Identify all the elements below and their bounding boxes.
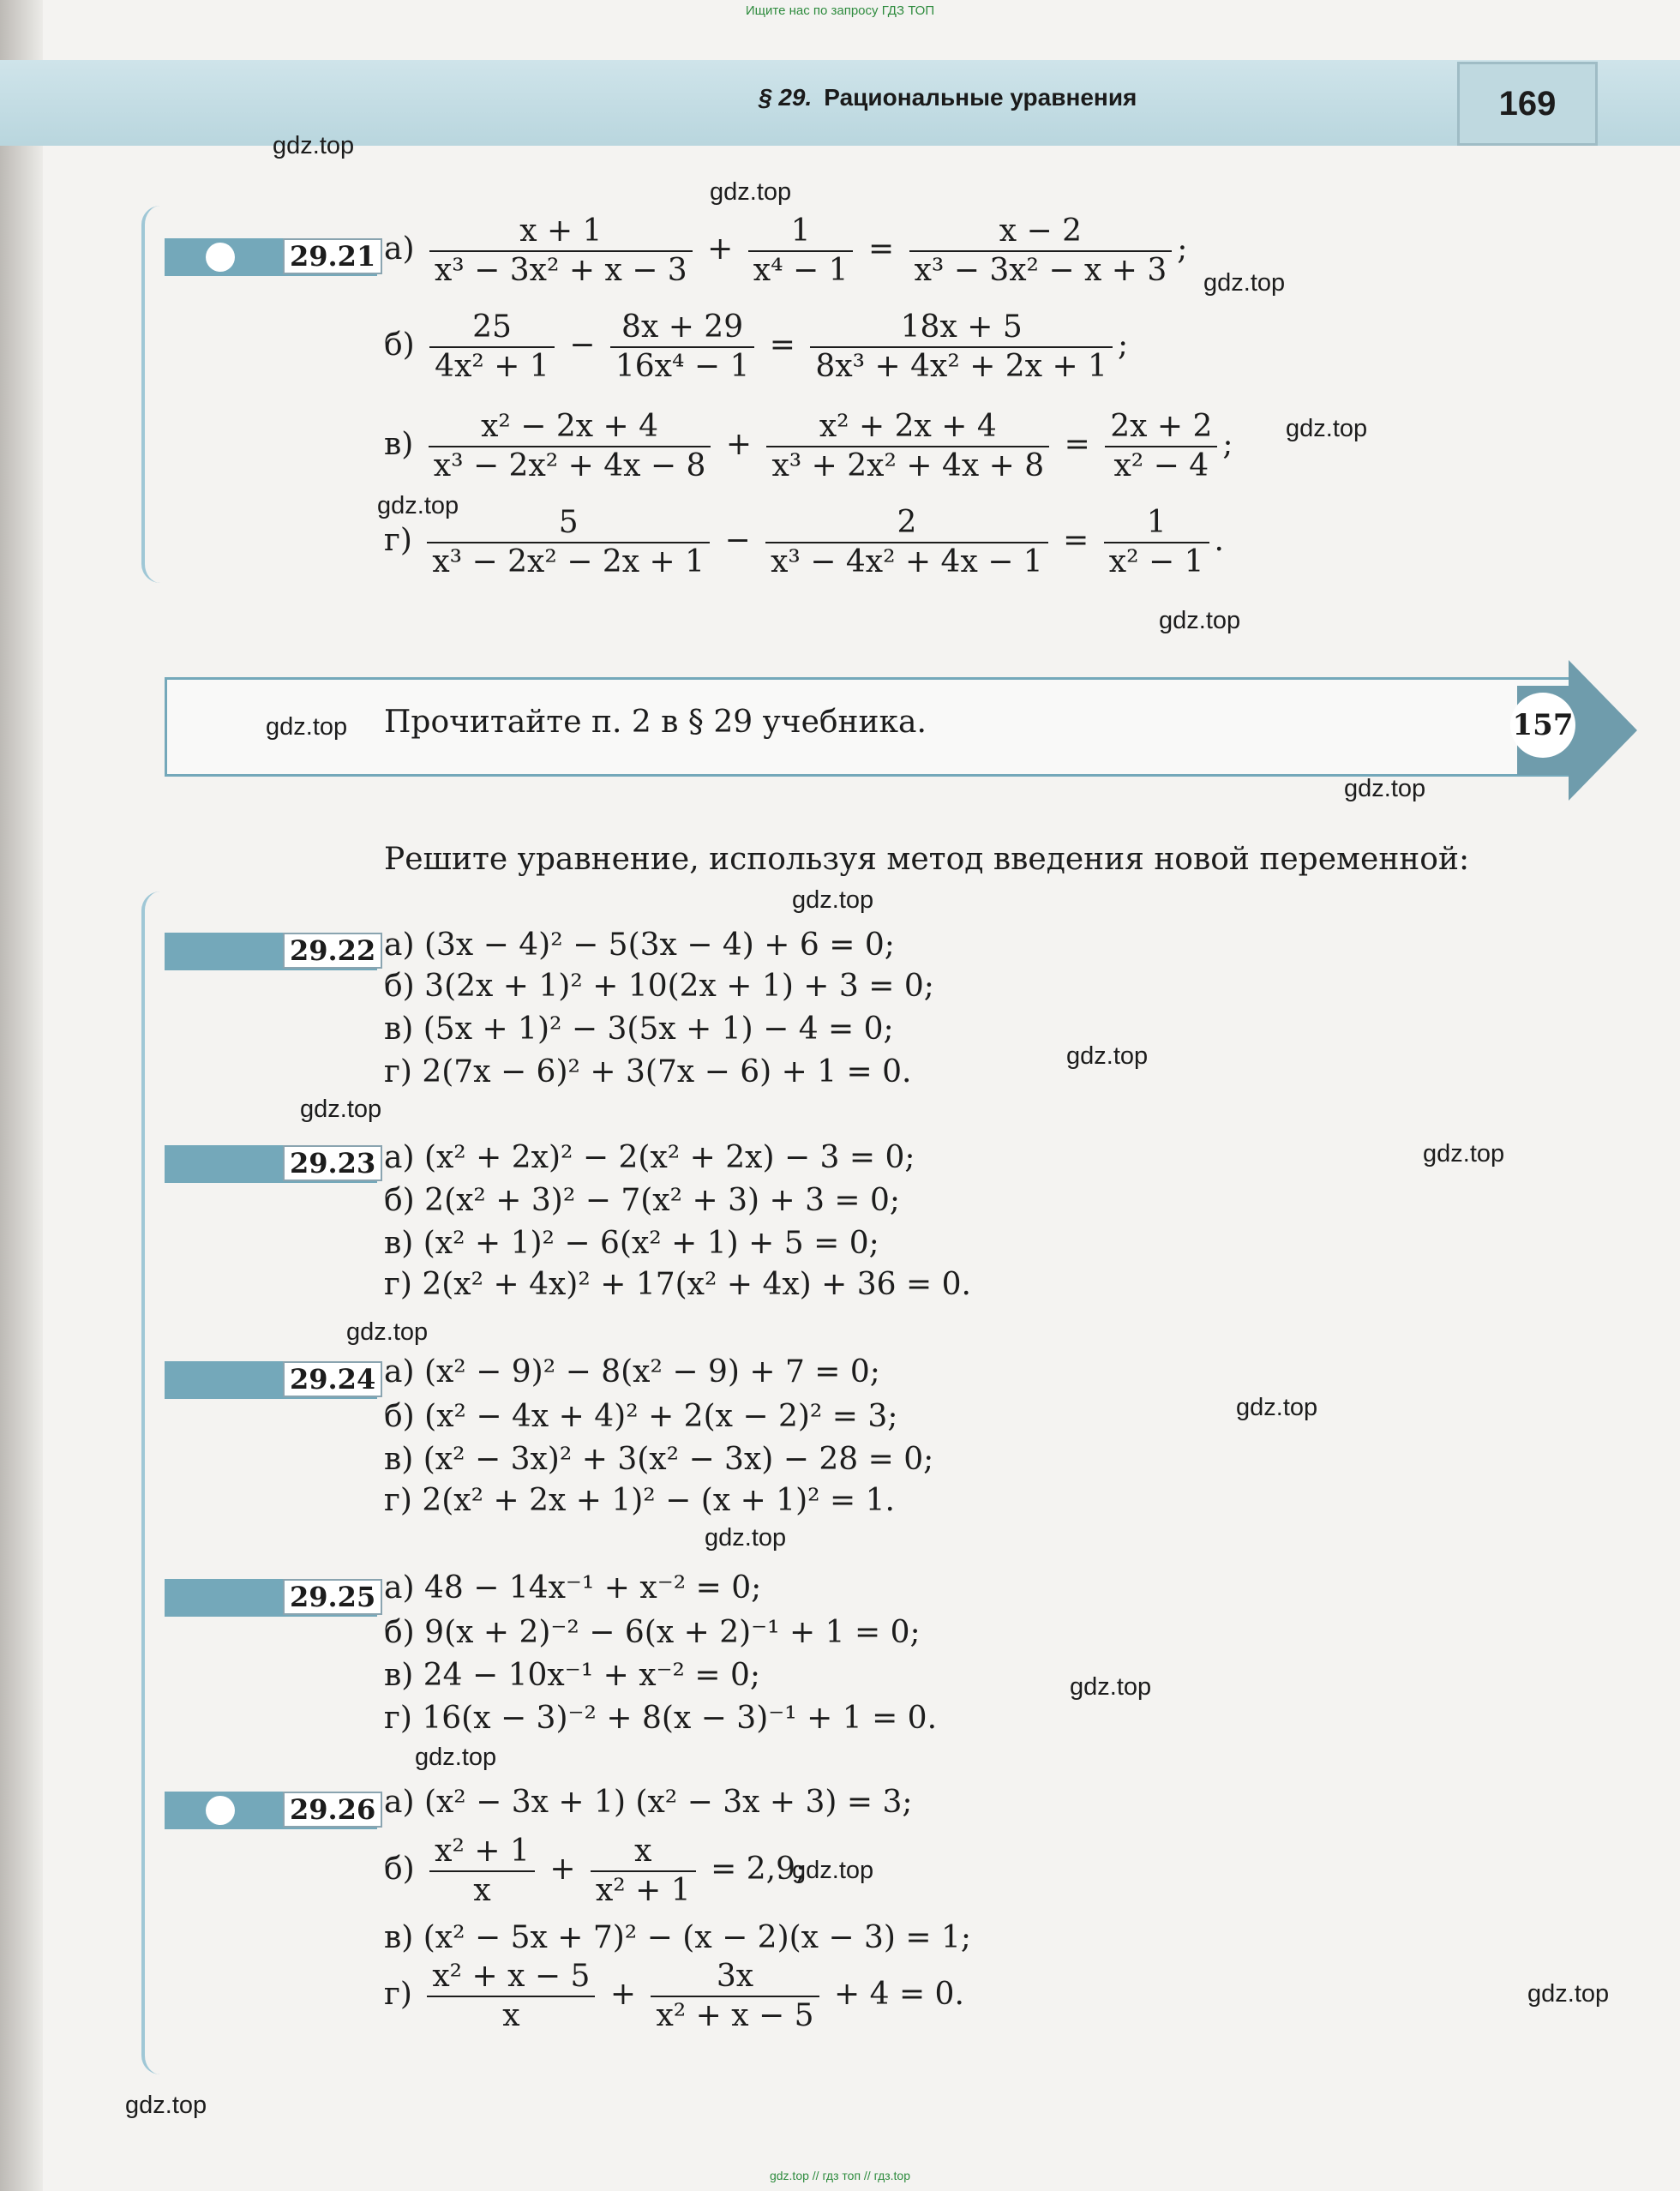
operator: − <box>724 523 751 558</box>
watermark: gdz.top <box>1070 1673 1152 1701</box>
denominator: x³ − 2x² − 2x + 1 <box>432 544 705 579</box>
task-number: 29.21 <box>283 238 382 274</box>
watermark: gdz.top <box>415 1744 497 1771</box>
numerator: 5 <box>427 504 710 543</box>
difficulty-circle-icon <box>206 1796 235 1825</box>
equation-29-25-g: г) 16(x − 3)⁻² + 8(x − 3)⁻¹ + 1 = 0. <box>384 1701 938 1736</box>
numerator: 25 <box>429 309 555 348</box>
textbook-page-reference: 157 <box>1510 693 1575 758</box>
numerator: 1 <box>748 213 854 252</box>
fraction <box>427 504 710 581</box>
denominator: x³ − 3x² + x − 3 <box>434 253 687 288</box>
difficulty-circle-icon <box>206 243 235 272</box>
task-number: 29.23 <box>283 1145 382 1181</box>
equation-29-21-v <box>384 408 1233 485</box>
fraction <box>1104 504 1209 581</box>
operator: + <box>549 1852 576 1887</box>
item-label: в) <box>384 427 414 462</box>
bottom-source-note: gdz.top // гдз топ // гдз.top <box>769 2169 911 2182</box>
watermark: gdz.top <box>1066 1042 1149 1070</box>
watermark: gdz.top <box>1423 1140 1505 1168</box>
numerator: 2x + 2 <box>1105 408 1217 447</box>
denominator: x³ − 3x² − x + 3 <box>914 253 1167 288</box>
watermark <box>1063 2117 1144 2146</box>
fraction <box>1105 408 1217 485</box>
operator: + <box>707 231 734 267</box>
punctuation: ; <box>1222 427 1233 462</box>
watermark: gdz.top <box>1236 1394 1318 1421</box>
task-number: 29.24 <box>283 1361 382 1397</box>
equation-29-23-v: в) (x² + 1)² − 6(x² + 1) + 5 = 0; <box>384 1226 879 1261</box>
equals-sign: = <box>769 327 795 363</box>
fraction <box>766 408 1049 485</box>
denominator: x² − 4 <box>1113 448 1209 483</box>
numerator: 2 <box>765 504 1048 543</box>
task-number: 29.22 <box>283 933 382 969</box>
fraction <box>810 309 1113 386</box>
watermark: gdz.top <box>710 178 792 206</box>
numerator: x² + 1 <box>429 1833 535 1872</box>
equation-29-24-b: б) (x² − 4x + 4)² + 2(x − 2)² = 3; <box>384 1399 898 1434</box>
equation-29-22-v: в) (5x + 1)² − 3(5x + 1) − 4 = 0; <box>384 1011 894 1047</box>
equation-29-22-g: г) 2(7x − 6)² + 3(7x − 6) + 1 = 0. <box>384 1054 912 1089</box>
numerator: x² + x − 5 <box>427 1958 595 1997</box>
equation-29-26-b <box>384 1833 806 1910</box>
operator: + <box>725 427 753 462</box>
book-spine-shadow <box>0 0 43 2191</box>
equals-sign: = <box>867 231 895 267</box>
watermark: gdz.top <box>1159 607 1241 634</box>
equation-29-25-v: в) 24 − 10x⁻¹ + x⁻² = 0; <box>384 1658 761 1693</box>
equation-29-26-a: а) (x² − 3x + 1) (x² − 3x + 3) = 3; <box>384 1785 913 1820</box>
denominator: 8x³ + 4x² + 2x + 1 <box>815 349 1107 384</box>
task-number: 29.26 <box>283 1792 382 1828</box>
operator: + <box>609 1977 637 2012</box>
equation-29-25-a: а) 48 − 14x⁻¹ + x⁻² = 0; <box>384 1570 762 1606</box>
numerator: x² − 2x + 4 <box>429 408 711 447</box>
fraction <box>591 1833 696 1910</box>
denominator: x <box>502 1998 520 2033</box>
denominator: x² − 1 <box>1108 544 1204 579</box>
fraction <box>909 213 1173 290</box>
watermark: gdz.top <box>1527 1980 1610 2008</box>
page-number: 169 <box>1457 62 1598 146</box>
fraction <box>427 1958 595 2035</box>
equation-29-26-g <box>384 1958 964 2035</box>
item-label: б) <box>384 327 415 363</box>
numerator: 8x + 29 <box>610 309 755 348</box>
equation-29-22-b: б) 3(2x + 1)² + 10(2x + 1) + 3 = 0; <box>384 969 934 1004</box>
equals-sign: = <box>1064 427 1090 462</box>
task-number: 29.25 <box>283 1579 382 1615</box>
watermark: gdz.top <box>266 713 348 741</box>
equation-29-24-g: г) 2(x² + 2x + 1)² − (x + 1)² = 1. <box>384 1483 895 1518</box>
denominator: x³ − 2x² + 4x − 8 <box>433 448 706 483</box>
watermark: gdz.top <box>346 1318 429 1346</box>
equation-29-21-g <box>384 504 1224 581</box>
numerator: 1 <box>1104 504 1209 543</box>
equation-29-22-a: а) (3x − 4)² − 5(3x − 4) + 6 = 0; <box>384 927 895 963</box>
equals-sign: = <box>1063 523 1089 558</box>
fraction <box>610 309 755 386</box>
punctuation: ; <box>1177 231 1188 267</box>
numerator: x + 1 <box>429 213 693 252</box>
fraction <box>429 408 711 485</box>
equation-29-23-g: г) 2(x² + 4x)² + 17(x² + 4x) + 36 = 0. <box>384 1267 971 1302</box>
fraction <box>651 1958 819 2035</box>
fraction <box>765 504 1048 581</box>
operator: − <box>569 327 596 363</box>
numerator: 18x + 5 <box>810 309 1113 348</box>
punctuation: ; <box>1117 327 1129 363</box>
punctuation: . <box>1214 523 1224 558</box>
read-textbook-text: Прочитайте п. 2 в § 29 учебника. <box>384 705 927 740</box>
watermark: gdz.top <box>273 132 355 159</box>
watermark: gdz.top <box>705 1524 787 1552</box>
numerator: x <box>591 1833 696 1872</box>
denominator: x³ − 4x² + 4x − 1 <box>771 544 1043 579</box>
watermark: gdz.top <box>1344 775 1426 802</box>
watermark: gdz.top <box>377 492 459 519</box>
equation-29-21-b <box>384 309 1128 386</box>
fraction <box>748 213 854 290</box>
denominator: x⁴ − 1 <box>753 253 849 288</box>
tasks-bracket <box>141 891 179 2074</box>
equation-tail: + 4 = 0. <box>833 1977 964 2012</box>
denominator: x² + 1 <box>595 1873 691 1908</box>
numerator: x − 2 <box>909 213 1173 252</box>
numerator: x² + 2x + 4 <box>766 408 1049 447</box>
fraction <box>429 309 555 386</box>
watermark: gdz.top <box>125 2092 207 2119</box>
watermark: gdz.top <box>792 1857 874 1884</box>
watermark: gdz.top <box>792 886 874 914</box>
watermark: gdz.top <box>1286 415 1368 442</box>
equation-29-25-b: б) 9(x + 2)⁻² − 6(x + 2)⁻¹ + 1 = 0; <box>384 1615 921 1650</box>
equation-29-21-a <box>384 213 1187 290</box>
denominator: x³ + 2x² + 4x + 8 <box>771 448 1045 483</box>
page-header-title <box>759 84 1137 111</box>
fraction <box>429 213 693 290</box>
equation-29-23-a: а) (x² + 2x)² − 2(x² + 2x) − 3 = 0; <box>384 1140 915 1175</box>
item-label: б) <box>384 1852 415 1887</box>
top-source-note: Ищите нас по запросу ГДЗ ТОП <box>745 3 935 18</box>
item-label: а) <box>384 231 415 267</box>
denominator: x² + x − 5 <box>656 1998 814 2033</box>
reference-arrow-icon <box>1569 660 1637 801</box>
equation-tail: = 2,9; <box>711 1852 807 1887</box>
denominator: 16x⁴ − 1 <box>615 349 750 384</box>
section-number: § 29. <box>759 84 813 111</box>
equation-29-23-b: б) 2(x² + 3)² − 7(x² + 3) + 3 = 0; <box>384 1183 901 1218</box>
fraction <box>429 1833 535 1910</box>
section-title: Рациональные уравнения <box>824 84 1137 111</box>
equation-29-24-a: а) (x² − 9)² − 8(x² − 9) + 7 = 0; <box>384 1354 880 1390</box>
equation-29-24-v: в) (x² − 3x)² + 3(x² − 3x) − 28 = 0; <box>384 1442 934 1477</box>
watermark: gdz.top <box>1203 269 1286 297</box>
numerator: 3x <box>651 1958 819 1997</box>
watermark: gdz.top <box>300 1096 382 1123</box>
item-label: г) <box>384 523 412 558</box>
denominator: 4x² + 1 <box>435 349 549 384</box>
equation-29-26-v: в) (x² − 5x + 7)² − (x − 2)(x − 3) = 1; <box>384 1920 972 1955</box>
item-label: г) <box>384 1977 412 2012</box>
instruction-text: Решите уравнение, используя метод введения новой переменной: <box>384 842 1470 877</box>
denominator: x <box>473 1873 491 1908</box>
